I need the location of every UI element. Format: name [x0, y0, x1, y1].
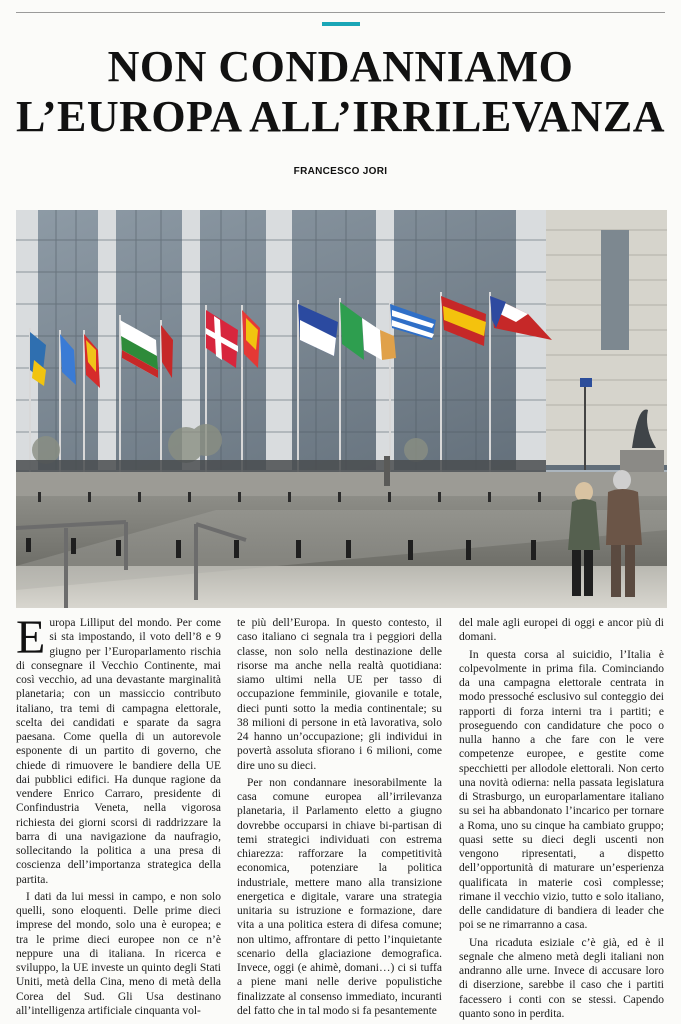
top-rule: [16, 12, 665, 13]
headline-line-1: NON CONDANNIAMO: [107, 42, 574, 91]
section-accent-bar: [322, 22, 360, 26]
paragraph: del male agli europei di oggi e ancor più di domani.: [459, 617, 664, 644]
headline-line-2: L’EUROPA ALL’IRRILEVANZA: [16, 92, 665, 141]
paragraph: Una ricaduta esiziale c’è già, ed è il segnale che almeno metà degli italiani non andranno alle urne. Invece di accusare loro di diserzione, sarebbe il caso che i partiti facessero i conti con se stessi. Capendo quanto sono in perdita.: [459, 936, 664, 1020]
drop-cap: E: [16, 611, 46, 664]
paragraph: In questa corsa al suicidio, l’Italia è colpevolmente in prima fila. Cominciando da una campagna elettorale centrata in modo pressoché esclusivo sul conteggio dei rapporti di forza interni tra i partiti; e proseguendo con candidature che poco o nulla hanno a che fare con le vere competenze europee, e gestite come specchietti per allodole elettorali. Non certo una novità odierna: nella passata legislatura di Strasburgo, un europarlamentare italiano su sei ha abbandonato l’incarico per tornare a Roma, uno su cinque ha cambiato gruppo; quasi sette su dieci degli uscenti non vengono ripresentati, a dispetto dell’opportunità di maturare un’esperienza qualificata in materie così complesse; rimane il vecchio vizio, tutto e solo italiano, delle candidature di bandiera di leader che poi se ne rimarranno a casa.: [459, 648, 664, 932]
paragraph: Per non condannare inesorabilmente la casa comune europea all’irrilevanza planetaria, il Parlamento eletto a giugno dovrebbe occuparsi in chiave bi-partisan di temi strategici individuati con estrema chiarezza: rafforzare la competitività economica, potenziare la politica industriale, mettere mano alla transizione energetica e digitale, varare una strategia unitaria su istruzione e formazione, dare vita a una politica estera di difesa comune; non ultimo, affrontare di petto l’inquietante scenario della glaciazione demografica. Invece, oggi (e ahimè, domani…) ci si tuffa a piene mani nelle derive populistiche finalizzate al consenso immediato, incuranti del fatto che in tal modo si fa pesantemente: [237, 776, 442, 1017]
paragraph: [16, 611, 221, 887]
article-column-3: [459, 616, 664, 1021]
byline: FRANCESCO JORI: [293, 166, 388, 177]
article-column-1: [16, 611, 221, 1018]
paragraph: te più dell’Europa. In questo contesto, il caso italiano ci segnala tra i peggiori della classe, non solo nella destinazione delle risorse ma anche nella realtà quotidiana: siamo ultimi nella UE per tasso di occupazione femminile, giovanile e totale, dieci punti sotto la media continentale; su 38 milioni di persone in età lavorativa, solo 24 hanno un’occupazione; gli individui in povertà assoluta sfiorano i 6 milioni, come dire uno su dieci.: [237, 617, 442, 772]
article-photo: [16, 210, 667, 608]
paragraph-text: uropa Lilliput del mondo. Per come si sta impostando, il voto dell’8 e 9 giugno per l’Europarlamento rischia di consegnare il Vecchio Continente, mai così vecchio, ad una devastante marginalità planetaria; con un massiccio contributo italiano, tra temi di campagna elettorale, scelta dei candidati e sparate da sagra paesana. Come quella di un autorevole esponente di un partito di governo, che chiede di rimuovere le bandiere della UE dai pubblici edifici. Ha dunque ragione da vendere Enrico Carraro, presidente di Confindustria Veneta, nella vigorosa richiesta dei giorni scorsi di raddrizzare la barra di una navigazione da naufragio, sollecitando la politica a una presa di coscienza dell’importanza strategica della partita.: [16, 617, 221, 886]
article-body: [16, 611, 667, 1020]
headline: [0, 42, 681, 142]
paragraph: I dati da lui messi in campo, e non solo quelli, sono eloquenti. Delle prime dieci imprese del mondo, solo una è europea; e tra le prime dieci europee non ce n’è neppure una di italiana. In ricerca e sviluppo, la UE investe un quinto degli Stati Uniti, metà della Cina, meno di metà della Corea del Sud. Gli Usa destinano all’intelligenza artificiale cinquanta vol-: [16, 890, 221, 1017]
article-column-2: [237, 616, 442, 1018]
